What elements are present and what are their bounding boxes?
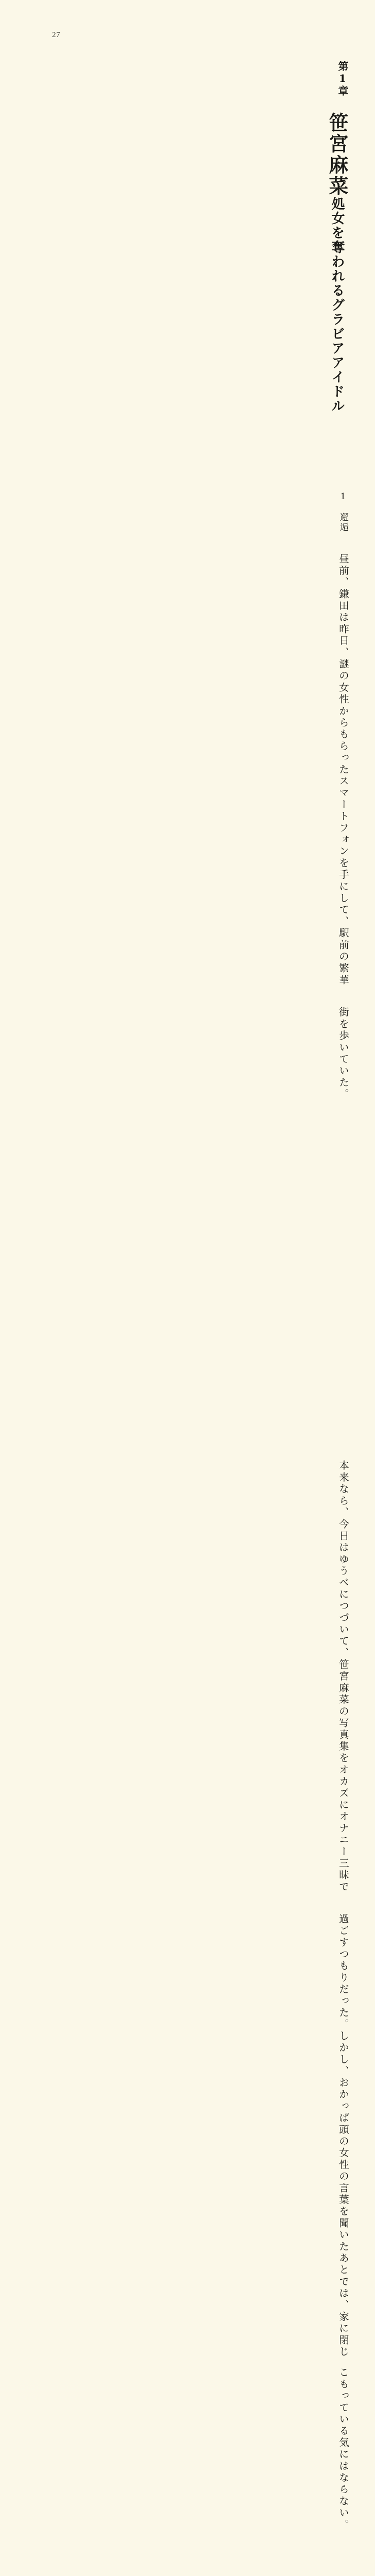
- section-number: 1 邂逅: [338, 492, 348, 532]
- chapter-heading-block: [322, 61, 348, 553]
- body-paragraph-block: [332, 553, 348, 2576]
- chapter-label: 第1章: [336, 61, 349, 97]
- page-number: 27: [52, 31, 60, 39]
- body-line: 昼前、鎌田は昨日、謎の女性からもらったスマートフォンを手にして、駅前の繁華: [337, 553, 349, 986]
- chapter-title: [325, 112, 348, 442]
- body-line: 街を歩いていた。: [337, 1007, 349, 1100]
- body-line: 過ごすつもりだった。しかし、おかっぱ頭の女性の言葉を聞いたあとでは、家に閉じ: [337, 1913, 349, 2358]
- body-line: こもっている気にはならない。: [337, 2367, 349, 2531]
- body-line: 本来なら、今日はゆうべにつづいて、笹宮麻菜の写真集をオカズにオナニー三昧で: [337, 1460, 349, 1893]
- chapter-title-subtitle: 処女を奪われるグラビアアイドル: [329, 197, 345, 413]
- chapter-title-main: 笹宮麻菜: [326, 112, 349, 197]
- vertical-text-body: [31, 61, 349, 2531]
